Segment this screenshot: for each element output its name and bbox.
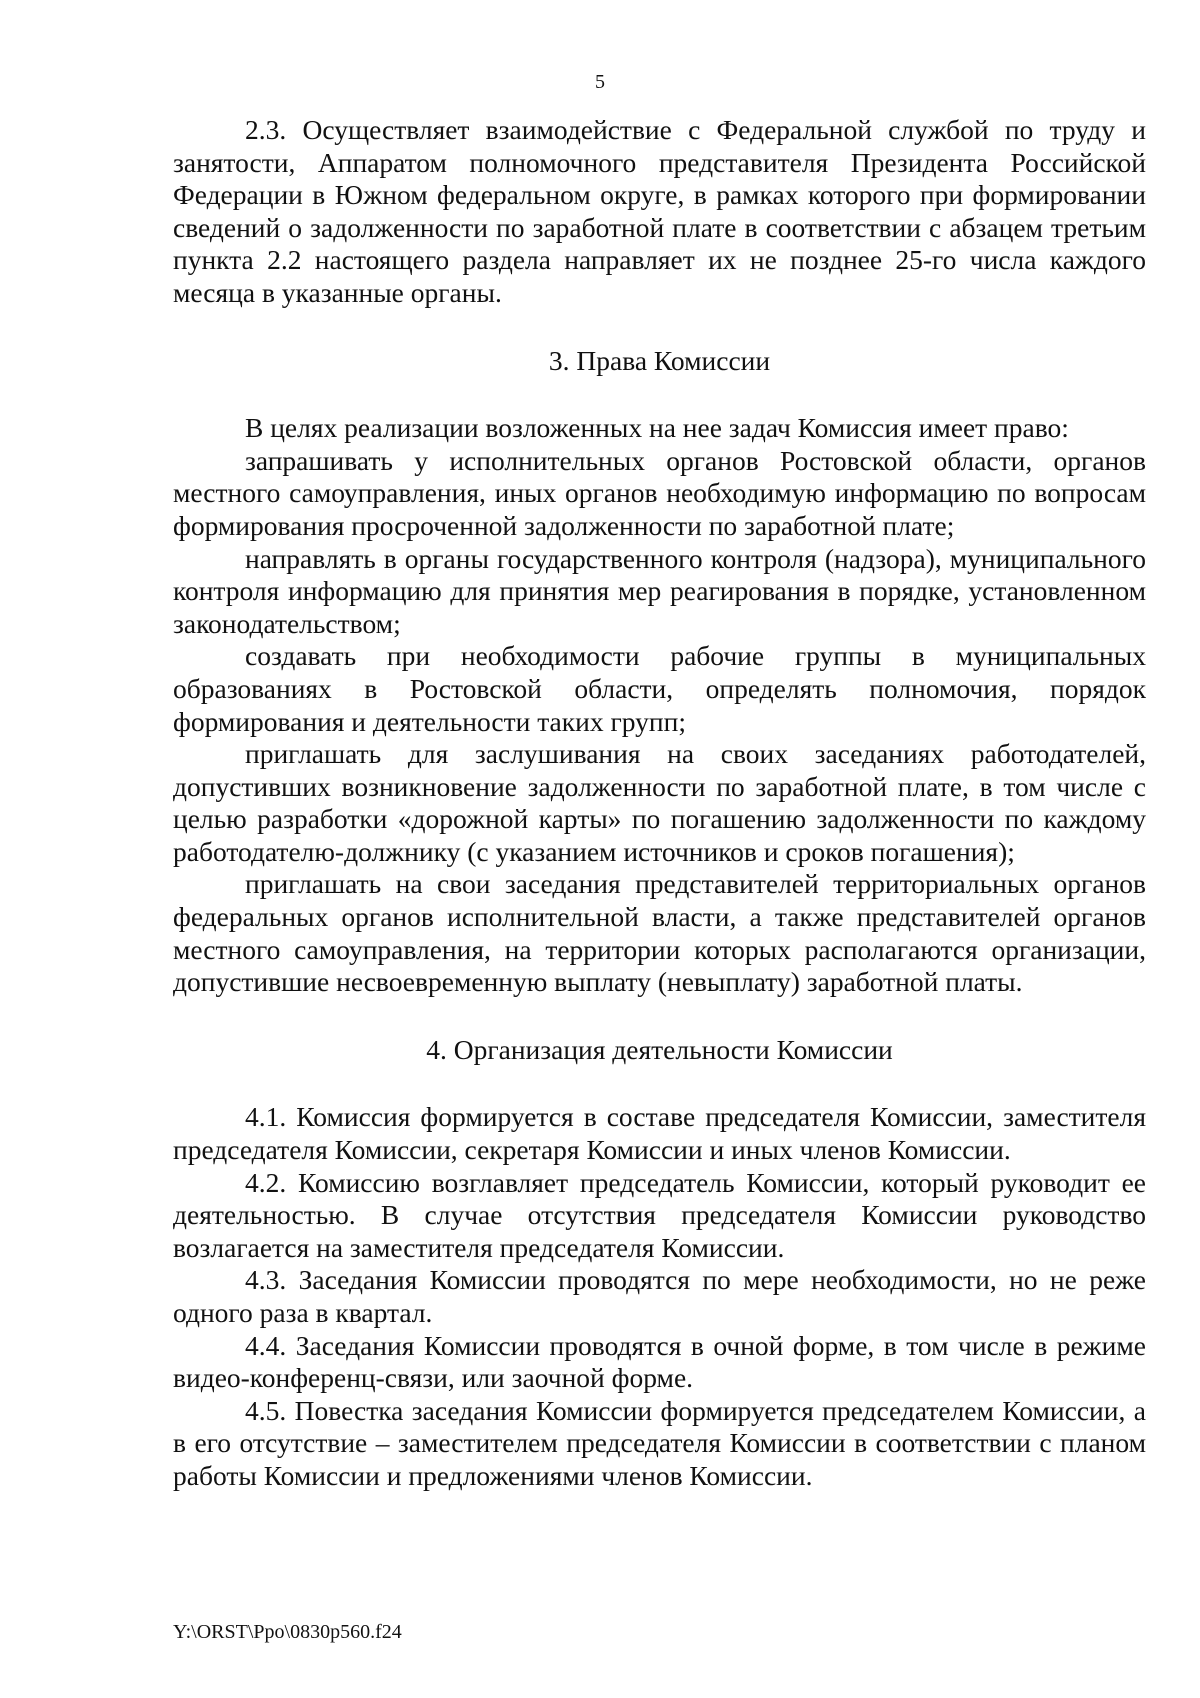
section-3-right-request-info: запрашивать у исполнительных органов Ростовской области, органов местного самоуправления, иных органов необходимую информацию по вопросам формирования просроченной задолженности по заработной плате;	[173, 444, 1146, 541]
document-body	[173, 114, 1146, 1493]
paragraph-4-3: 4.3. Заседания Комиссии проводятся по мере необходимости, но не реже одного раза в квартал.	[173, 1264, 1146, 1328]
section-3-right-send-info: направлять в органы государственного контроля (надзора), муниципального контроля информацию для принятия мер реагирования в порядке, установленном законодательством;	[173, 542, 1146, 639]
paragraph-4-5: 4.5. Повестка заседания Комиссии формируется председателем Комиссии, а в его отсутствие – заместителем председателя Комиссии в соответствии с планом работы Комиссии и предложениями членов Комиссии.	[173, 1394, 1146, 1491]
section-3-right-working-groups: создавать при необходимости рабочие группы в муниципальных образованиях в Ростовской области, определять полномочия, порядок формирования и деятельности таких групп;	[173, 640, 1146, 737]
section-3-heading: 3. Права Комиссии	[548, 344, 771, 376]
spacer	[173, 1066, 1146, 1101]
paragraph-4-4: 4.4. Заседания Комиссии проводятся в очной форме, в том числе в режиме видео-конференц-связи, или заочной форме.	[173, 1329, 1146, 1394]
paragraph-4-1: 4.1. Комиссия формируется в составе председателя Комиссии, заместителя председателя Комиссии, секретаря Комиссии и иных членов Комиссии.	[173, 1101, 1146, 1166]
spacer	[173, 310, 1146, 345]
section-3-right-invite-employers: приглашать для заслушивания на своих заседаниях работодателей, допустивших возникновение задолженности по заработной плате, в том числе с целью разработки «дорожной карты» по погашению задолженности по каждому работодателю-должнику (с указанием источников и сроков погашения);	[173, 738, 1146, 867]
section-3-right-invite-representatives: приглашать на свои заседания представителей территориальных органов федеральных органов исполнительной власти, а также представителей органов местного самоуправления, на территории которых располагаются организации, допустившие несвоевременную выплату (невыплату) заработной платы.	[173, 868, 1146, 998]
section-4-heading: 4. Организация деятельности Комиссии	[426, 1033, 893, 1065]
page-number: 5	[595, 71, 605, 93]
footer-file-path: Y:\ORST\Ppo\0830p560.f24	[173, 1621, 402, 1643]
paragraph-4-2: 4.2. Комиссию возглавляет председатель Комиссии, который руководит ее деятельностью. В случае отсутствия председателя Комиссии руководство возлагается на заместителя председателя Комиссии.	[173, 1166, 1146, 1263]
spacer	[173, 377, 1146, 412]
paragraph-2-3: 2.3. Осуществляет взаимодействие с Федеральной службой по труду и занятости, Аппаратом полномочного представителя Президента Российской Федерации в Южном федеральном округе, в рамках которого при формировании сведений о задолженности по заработной плате в соответствии с абзацем третьим пункта 2.2 настоящего раздела направляет их не позднее 25-го числа каждого месяца в указанные органы.	[173, 114, 1146, 308]
section-3-intro: В целях реализации возложенных на нее задач Комиссия имеет право:	[245, 412, 1069, 444]
spacer	[173, 999, 1146, 1034]
